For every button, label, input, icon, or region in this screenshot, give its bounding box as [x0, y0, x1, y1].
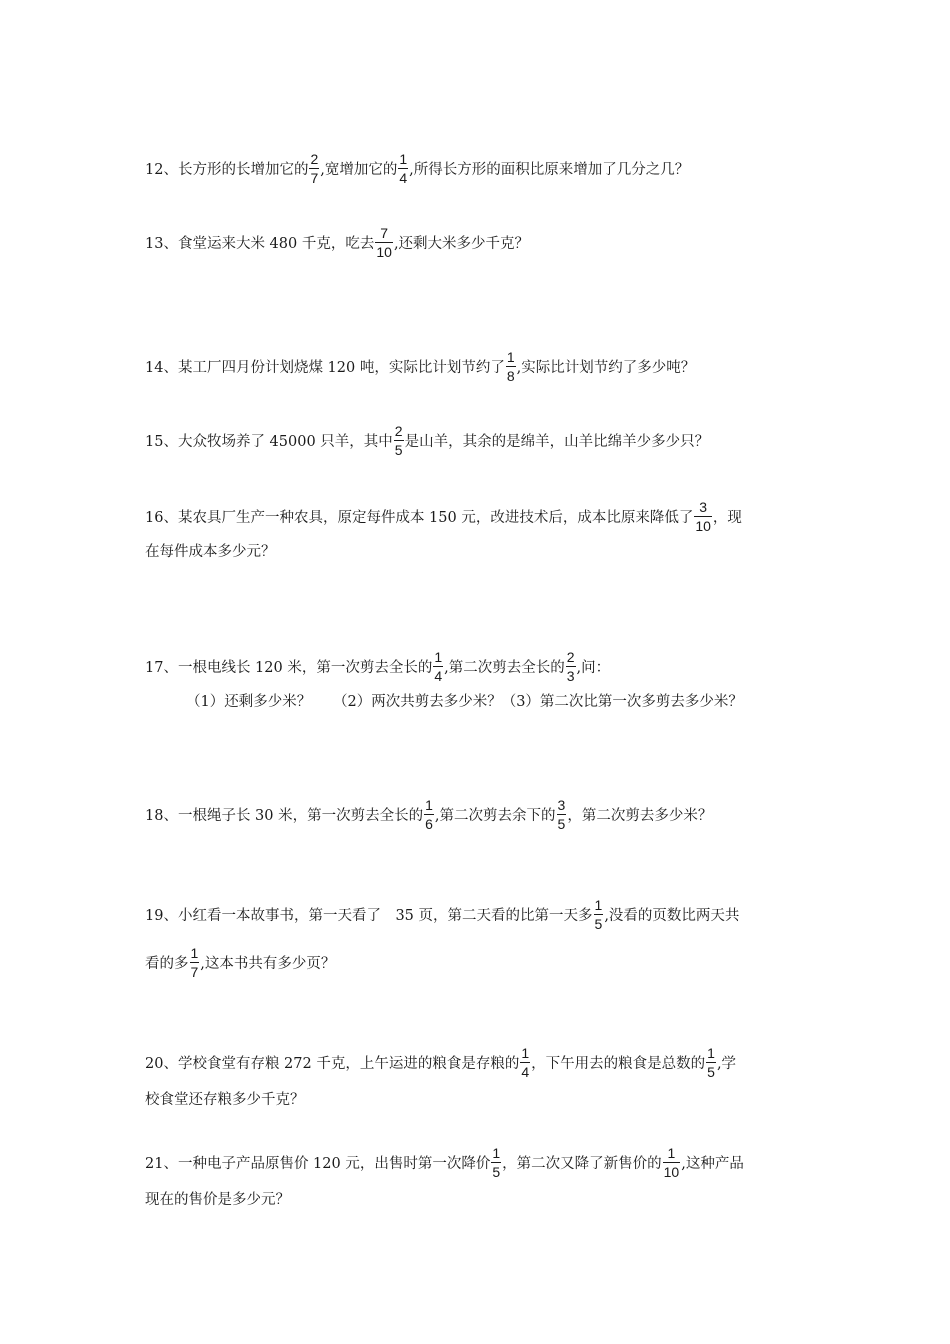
problem-text: 16、某农具厂生产一种农具，原定每件成本 150 元，改进技术后，成本比原来降低了 — [145, 509, 694, 526]
problem-text: 是山羊，其余的是绵羊，山羊比绵羊少多少只？ — [404, 433, 710, 450]
fraction: $\frac{7}{10}$ — [376, 224, 392, 260]
fraction: $\frac{3}{10}$ — [695, 498, 711, 534]
problem-19-line-2 — [145, 942, 335, 982]
problem-text: ，现 — [712, 509, 742, 526]
problem-17-subquestions — [186, 680, 743, 720]
fraction: $\frac{1}{10}$ — [663, 1144, 680, 1180]
fraction: $\frac{2}{5}$ — [394, 422, 403, 458]
fraction: $\frac{1}{6}$ — [425, 796, 433, 832]
problem-text: 12、长方形的长增加它的 — [145, 161, 309, 178]
problem-16-line-2 — [145, 530, 276, 570]
problem-text: （1）还剩多少米？ （2）两次共剪去多少米？（3）第二次比第一次多剪去多少米？ — [186, 693, 743, 710]
problem-text: 13、食堂运来大米 480 千克，吃去 — [145, 235, 375, 252]
problem-text: ，第二次又降了新售价的 — [502, 1155, 662, 1172]
problem-text: ,学 — [716, 1055, 737, 1072]
fraction: $\frac{1}{5}$ — [707, 1044, 715, 1080]
problem-text: 现在的售价是多少元？ — [145, 1191, 290, 1208]
problem-text: 14、某工厂四月份计划烧煤 120 吨，实际比计划节约了 — [145, 359, 505, 376]
problem-text: 21、一种电子产品原售价 120 元，出售时第一次降价 — [145, 1155, 491, 1172]
fraction: $\frac{1}{5}$ — [492, 1144, 501, 1180]
fraction: $\frac{1}{4}$ — [399, 150, 408, 186]
problem-12 — [145, 148, 689, 188]
problem-text: ,宽增加它的 — [320, 161, 398, 178]
problem-14 — [145, 346, 695, 386]
problem-text: 20、学校食堂有存粮 272 千克，上午运进的粮食是存粮的 — [145, 1055, 520, 1072]
problem-text: ，下午用去的粮食是总数的 — [531, 1055, 706, 1072]
fraction: $\frac{2}{3}$ — [566, 648, 575, 684]
fraction: $\frac{1}{8}$ — [506, 348, 515, 384]
problem-20 — [145, 1042, 736, 1082]
problem-text: 15、大众牧场养了 45000 只羊，其中 — [145, 433, 393, 450]
problem-text: 校食堂还存粮多少千克？ — [145, 1091, 305, 1108]
problem-text: 在每件成本多少元？ — [145, 543, 276, 560]
fraction: $\frac{2}{7}$ — [310, 150, 319, 186]
problem-text: 18、一根绳子长 30 米，第一次剪去全长的 — [145, 807, 424, 824]
problem-text: ,第二次剪去余下的 — [434, 807, 556, 824]
problem-text: ,实际比计划节约了多少吨？ — [516, 359, 696, 376]
problem-text: ,第二次剪去全长的 — [444, 659, 565, 676]
fraction: $\frac{1}{4}$ — [434, 648, 443, 684]
problem-text: ,这本书共有多少页？ — [200, 955, 336, 972]
problem-text: ,所得长方形的面积比原来增加了几分之几？ — [409, 161, 690, 178]
problem-21-line-2 — [145, 1178, 290, 1218]
fraction: $\frac{1}{5}$ — [594, 896, 603, 932]
problem-text: ,问： — [576, 659, 611, 676]
problem-19 — [145, 894, 739, 934]
problem-21 — [145, 1142, 744, 1182]
fraction: $\frac{3}{5}$ — [557, 796, 566, 832]
problem-13 — [145, 222, 529, 262]
problem-text: ,这种产品 — [681, 1155, 744, 1172]
problem-20-line-2 — [145, 1078, 305, 1118]
problem-text: 19、小红看一本故事书，第一天看了 35 页，第二天看的比第一天多 — [145, 907, 593, 924]
problem-text: ,还剩大米多少千克？ — [393, 235, 530, 252]
fraction: $\frac{1}{4}$ — [521, 1044, 530, 1080]
problem-text: ,没看的页数比两天共 — [604, 907, 740, 924]
problem-text: 看的多 — [145, 955, 189, 972]
problem-18 — [145, 794, 712, 834]
problem-text: 17、一根电线长 120 米，第一次剪去全长的 — [145, 659, 433, 676]
problem-15 — [145, 420, 709, 460]
problem-text: ，第二次剪去多少米？ — [567, 807, 713, 824]
fraction: $\frac{1}{7}$ — [190, 944, 199, 980]
